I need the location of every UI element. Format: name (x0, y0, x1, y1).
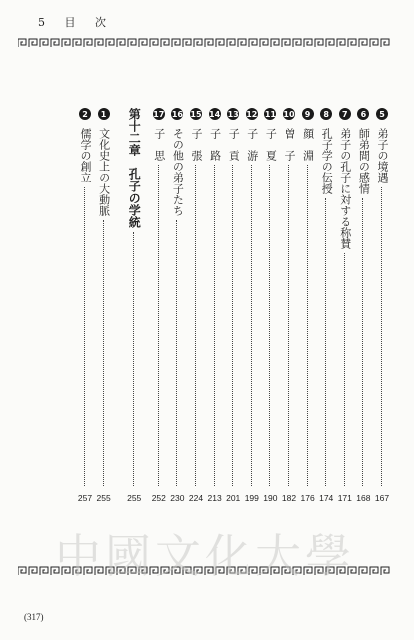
entry-title: 子 游 (245, 128, 259, 161)
header-label-1: 目 (64, 16, 77, 29)
leader-dots (381, 187, 382, 486)
entry-number-badge: 2 (79, 108, 91, 120)
leader-dots (176, 220, 177, 486)
entry-page-number: 174 (319, 493, 334, 503)
entry-page-number: 201 (226, 493, 241, 503)
top-border-ornament (18, 38, 396, 48)
header-label-2: 次 (95, 16, 107, 29)
leader-dots (269, 165, 270, 486)
entry-title: 子 路 (208, 128, 222, 161)
toc-entry (78, 108, 92, 508)
entry-page-number: 230 (170, 493, 185, 503)
entry-page-number: 213 (207, 493, 222, 503)
entry-title: 子 張 (190, 128, 203, 161)
leader-dots (84, 187, 85, 486)
entry-title: 顔 淵 (301, 128, 315, 161)
entry-page-number: 252 (151, 493, 166, 503)
entry-title: 弟子の孔子に対する称賛 (338, 128, 352, 249)
footer-page-number: (317) (24, 612, 44, 622)
entry-number-badge: 14 (209, 109, 221, 119)
entry-page-number: 255 (127, 493, 142, 503)
leader-dots (307, 165, 308, 486)
entry-title: 子 思 (152, 128, 166, 161)
leader-dots (288, 165, 289, 486)
entry-page-number: 171 (337, 493, 352, 503)
toc-entry (282, 108, 296, 508)
entry-title: その他の弟子たち (171, 128, 185, 216)
leader-dots (158, 165, 159, 486)
leader-dots (133, 232, 134, 486)
toc-entry (97, 108, 111, 508)
entry-title: 師弟間の感情 (357, 128, 371, 194)
leader-dots (251, 165, 252, 486)
entry-number-badge: 1 (98, 108, 110, 120)
toc-entry (127, 108, 141, 508)
entry-page-number: 167 (374, 493, 390, 503)
toc-entry (208, 108, 222, 508)
entry-title: 第十二章 孔子の学統 (127, 108, 142, 228)
toc-entry (356, 108, 370, 508)
entry-number-badge: 11 (264, 109, 276, 119)
entry-number-badge: 15 (190, 109, 202, 119)
toc-entry (170, 108, 184, 508)
toc-entry (319, 108, 333, 508)
entry-page-number: 176 (300, 493, 315, 503)
entry-number-badge: 17 (153, 109, 165, 119)
header-page-number: 5 (38, 16, 46, 29)
entry-page-number: 257 (77, 493, 93, 503)
entry-number-badge: 5 (376, 108, 388, 120)
entry-number-badge: 9 (302, 108, 314, 120)
entry-number-badge: 8 (320, 108, 332, 120)
entry-number-badge: 12 (246, 109, 258, 119)
toc-entry (245, 108, 259, 508)
leader-dots (214, 165, 215, 486)
entry-title: 儒学の創立 (79, 128, 92, 183)
leader-dots (232, 165, 233, 486)
entry-number-badge: 16 (171, 109, 183, 119)
leader-dots (362, 198, 363, 486)
toc-entry (338, 108, 352, 508)
entry-number-badge: 6 (357, 108, 369, 120)
entry-number-badge: 13 (227, 109, 239, 119)
toc-entry (226, 108, 240, 508)
leader-dots (344, 253, 345, 486)
leader-dots (325, 198, 326, 486)
toc-entry (152, 108, 166, 508)
entry-page-number: 168 (356, 493, 371, 503)
entry-title: 弟子の境遇 (376, 128, 389, 183)
toc-entry (189, 108, 203, 508)
leader-dots (195, 165, 196, 486)
entry-page-number: 182 (281, 493, 297, 503)
watermark-stamp: 中國文化大學 (55, 529, 355, 583)
toc-entry (301, 108, 315, 508)
entry-page-number: 190 (263, 493, 278, 503)
entry-page-number: 224 (188, 493, 204, 503)
entry-title: 子 夏 (264, 128, 278, 161)
leader-dots (103, 220, 104, 486)
entry-title: 子 貢 (227, 128, 241, 161)
entry-page-number: 255 (96, 493, 111, 503)
entry-title: 曽 子 (283, 128, 296, 161)
toc-entry (263, 108, 277, 508)
entry-number-badge: 10 (283, 109, 295, 119)
entry-title: 文化史上の大動脈 (97, 128, 111, 216)
entry-page-number: 199 (244, 493, 259, 503)
toc-entry (375, 108, 389, 508)
entry-number-badge: 7 (339, 108, 351, 120)
running-header (38, 14, 121, 30)
entry-title: 孔子学の伝授 (320, 128, 334, 194)
